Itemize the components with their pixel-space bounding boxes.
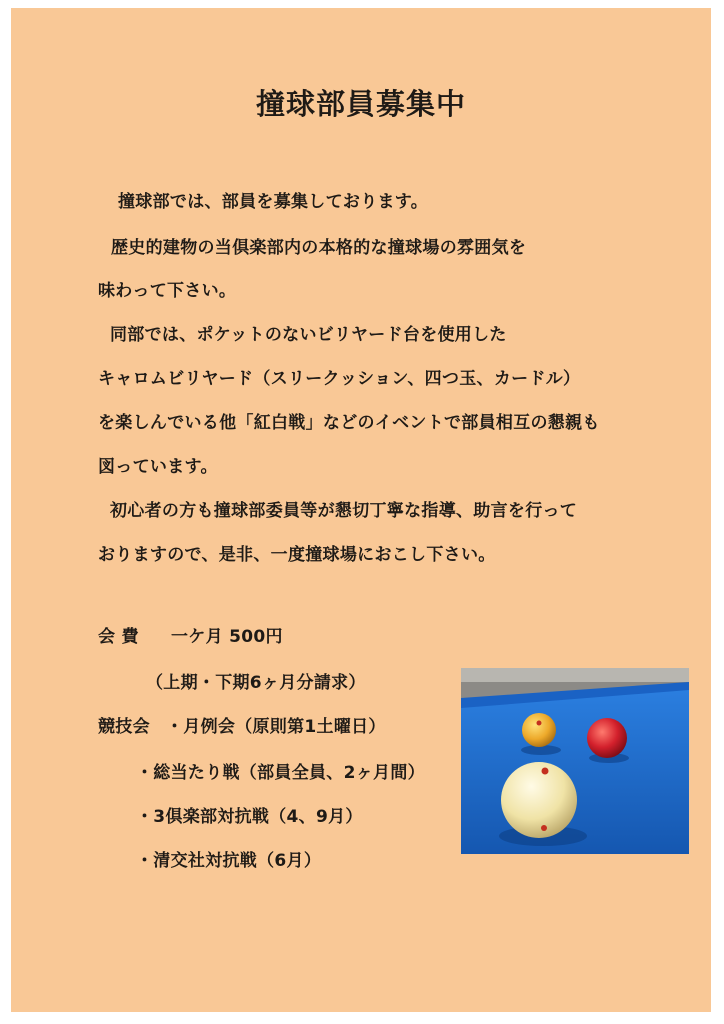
intro-line-3: 味わって下さい。 [98,281,237,301]
intro-line-5: キャロムビリヤード（スリークッション、四つ玉、カードル） [98,369,581,389]
competition-item: ・清交社対抗戦（6月） [136,851,322,871]
intro-line-2: 歴史的建物の当倶楽部内の本格的な撞球場の雰囲気を [111,238,527,258]
competition-label: 競技会 [98,717,150,737]
competition-item: ・総当たり戦（部員全員、2ヶ月間） [136,763,425,783]
intro-line-8: 初心者の方も撞球部委員等が懇切丁寧な指導、助言を行って [110,501,578,521]
intro-line-6: を楽しんでいる他「紅白戦」などのイベントで部員相互の懇親も [98,413,600,433]
billiard-photo [461,668,689,854]
fee-note: （上期・下期6ヶ月分請求） [146,673,366,693]
poster-title: 撞球部員募集中 [255,87,466,121]
billiard-balls-photo-icon [461,668,689,854]
intro-line-4: 同部では、ポケットのないビリヤード台を使用した [110,325,507,345]
fee-label: 会 費 [98,627,139,647]
competition-monthly: ・月例会（原則第1土曜日） [166,717,386,737]
intro-line-1: 撞球部では、部員を募集しております。 [118,192,429,212]
intro-line-9: おりますので、是非、一度撞球場におこし下さい。 [98,545,496,565]
intro-line-7: 図っています。 [98,457,218,477]
poster [11,8,711,1012]
competition-item: ・3倶楽部対抗戦（4、9月） [136,807,363,827]
fee-value: 一ケ月 500円 [171,627,283,647]
